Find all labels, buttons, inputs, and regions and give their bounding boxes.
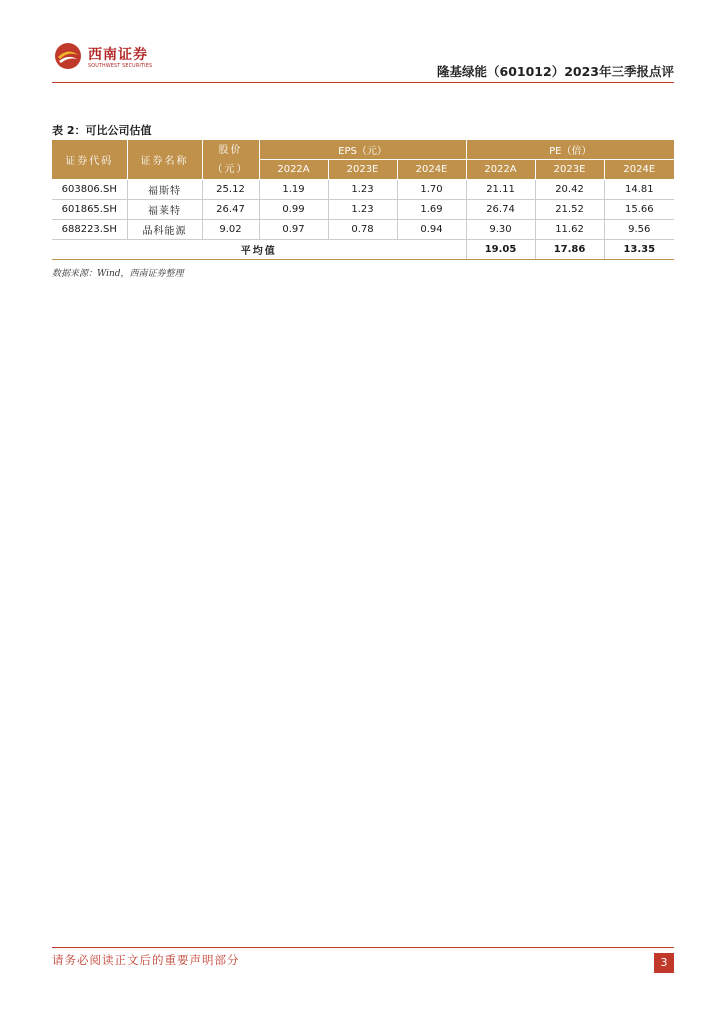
cell-pe: 26.74 [466, 200, 535, 220]
data-source: 数据来源：Wind，西南证券整理 [52, 269, 184, 279]
cell-pe: 20.42 [535, 180, 604, 200]
cell-price: 9.02 [202, 220, 259, 240]
header-code: 证券代码 [52, 140, 127, 180]
header-price-line1: 股价 [218, 144, 243, 156]
logo-text-en: SOUTHWEST SECURITIES [88, 64, 153, 69]
cell-code: 688223.SH [52, 220, 127, 240]
cell-avg-pe: 13.35 [604, 240, 674, 260]
header-price-line2: （元） [212, 163, 249, 175]
header-eps-year: 2023E [328, 160, 397, 180]
cell-eps: 1.23 [328, 200, 397, 220]
cell-avg-pe: 17.86 [535, 240, 604, 260]
cell-avg-pe: 19.05 [466, 240, 535, 260]
cell-name: 福斯特 [127, 180, 202, 200]
cell-eps: 1.70 [397, 180, 466, 200]
table-row-average [52, 240, 674, 260]
logo-mark-icon [54, 42, 82, 70]
table-caption: 表 2：可比公司估值 [52, 124, 152, 137]
average-label: 平均值 [52, 240, 466, 260]
cell-pe: 14.81 [604, 180, 674, 200]
cell-price: 25.12 [202, 180, 259, 200]
cell-code: 601865.SH [52, 200, 127, 220]
header-pe-year: 2024E [604, 160, 674, 180]
logo [54, 42, 174, 76]
header-price [202, 140, 259, 180]
cell-price: 26.47 [202, 200, 259, 220]
page-footer [52, 947, 674, 974]
valuation-table [52, 140, 674, 260]
cell-eps: 0.97 [259, 220, 328, 240]
logo-text-cn: 西南证券 [88, 47, 148, 63]
cell-pe: 21.52 [535, 200, 604, 220]
cell-eps: 0.78 [328, 220, 397, 240]
header-pe: PE（倍） [466, 140, 674, 160]
header-eps-year: 2022A [259, 160, 328, 180]
cell-eps: 1.19 [259, 180, 328, 200]
cell-eps: 0.99 [259, 200, 328, 220]
disclaimer: 请务必阅读正文后的重要声明部分 [52, 953, 240, 967]
header-pe-year: 2023E [535, 160, 604, 180]
cell-name: 福莱特 [127, 200, 202, 220]
cell-pe: 9.30 [466, 220, 535, 240]
cell-pe: 11.62 [535, 220, 604, 240]
page-number: 3 [654, 953, 674, 973]
header-eps: EPS（元） [259, 140, 466, 160]
table-row [52, 180, 674, 200]
cell-eps: 1.23 [328, 180, 397, 200]
document-title: 隆基绿能（601012）2023年三季报点评 [437, 64, 674, 79]
table-row [52, 200, 674, 220]
cell-pe: 15.66 [604, 200, 674, 220]
header-eps-year: 2024E [397, 160, 466, 180]
cell-name: 晶科能源 [127, 220, 202, 240]
cell-eps: 1.69 [397, 200, 466, 220]
cell-eps: 0.94 [397, 220, 466, 240]
page-header [52, 40, 674, 83]
header-pe-year: 2022A [466, 160, 535, 180]
table-row [52, 220, 674, 240]
cell-pe: 21.11 [466, 180, 535, 200]
cell-pe: 9.56 [604, 220, 674, 240]
header-name: 证券名称 [127, 140, 202, 180]
cell-code: 603806.SH [52, 180, 127, 200]
